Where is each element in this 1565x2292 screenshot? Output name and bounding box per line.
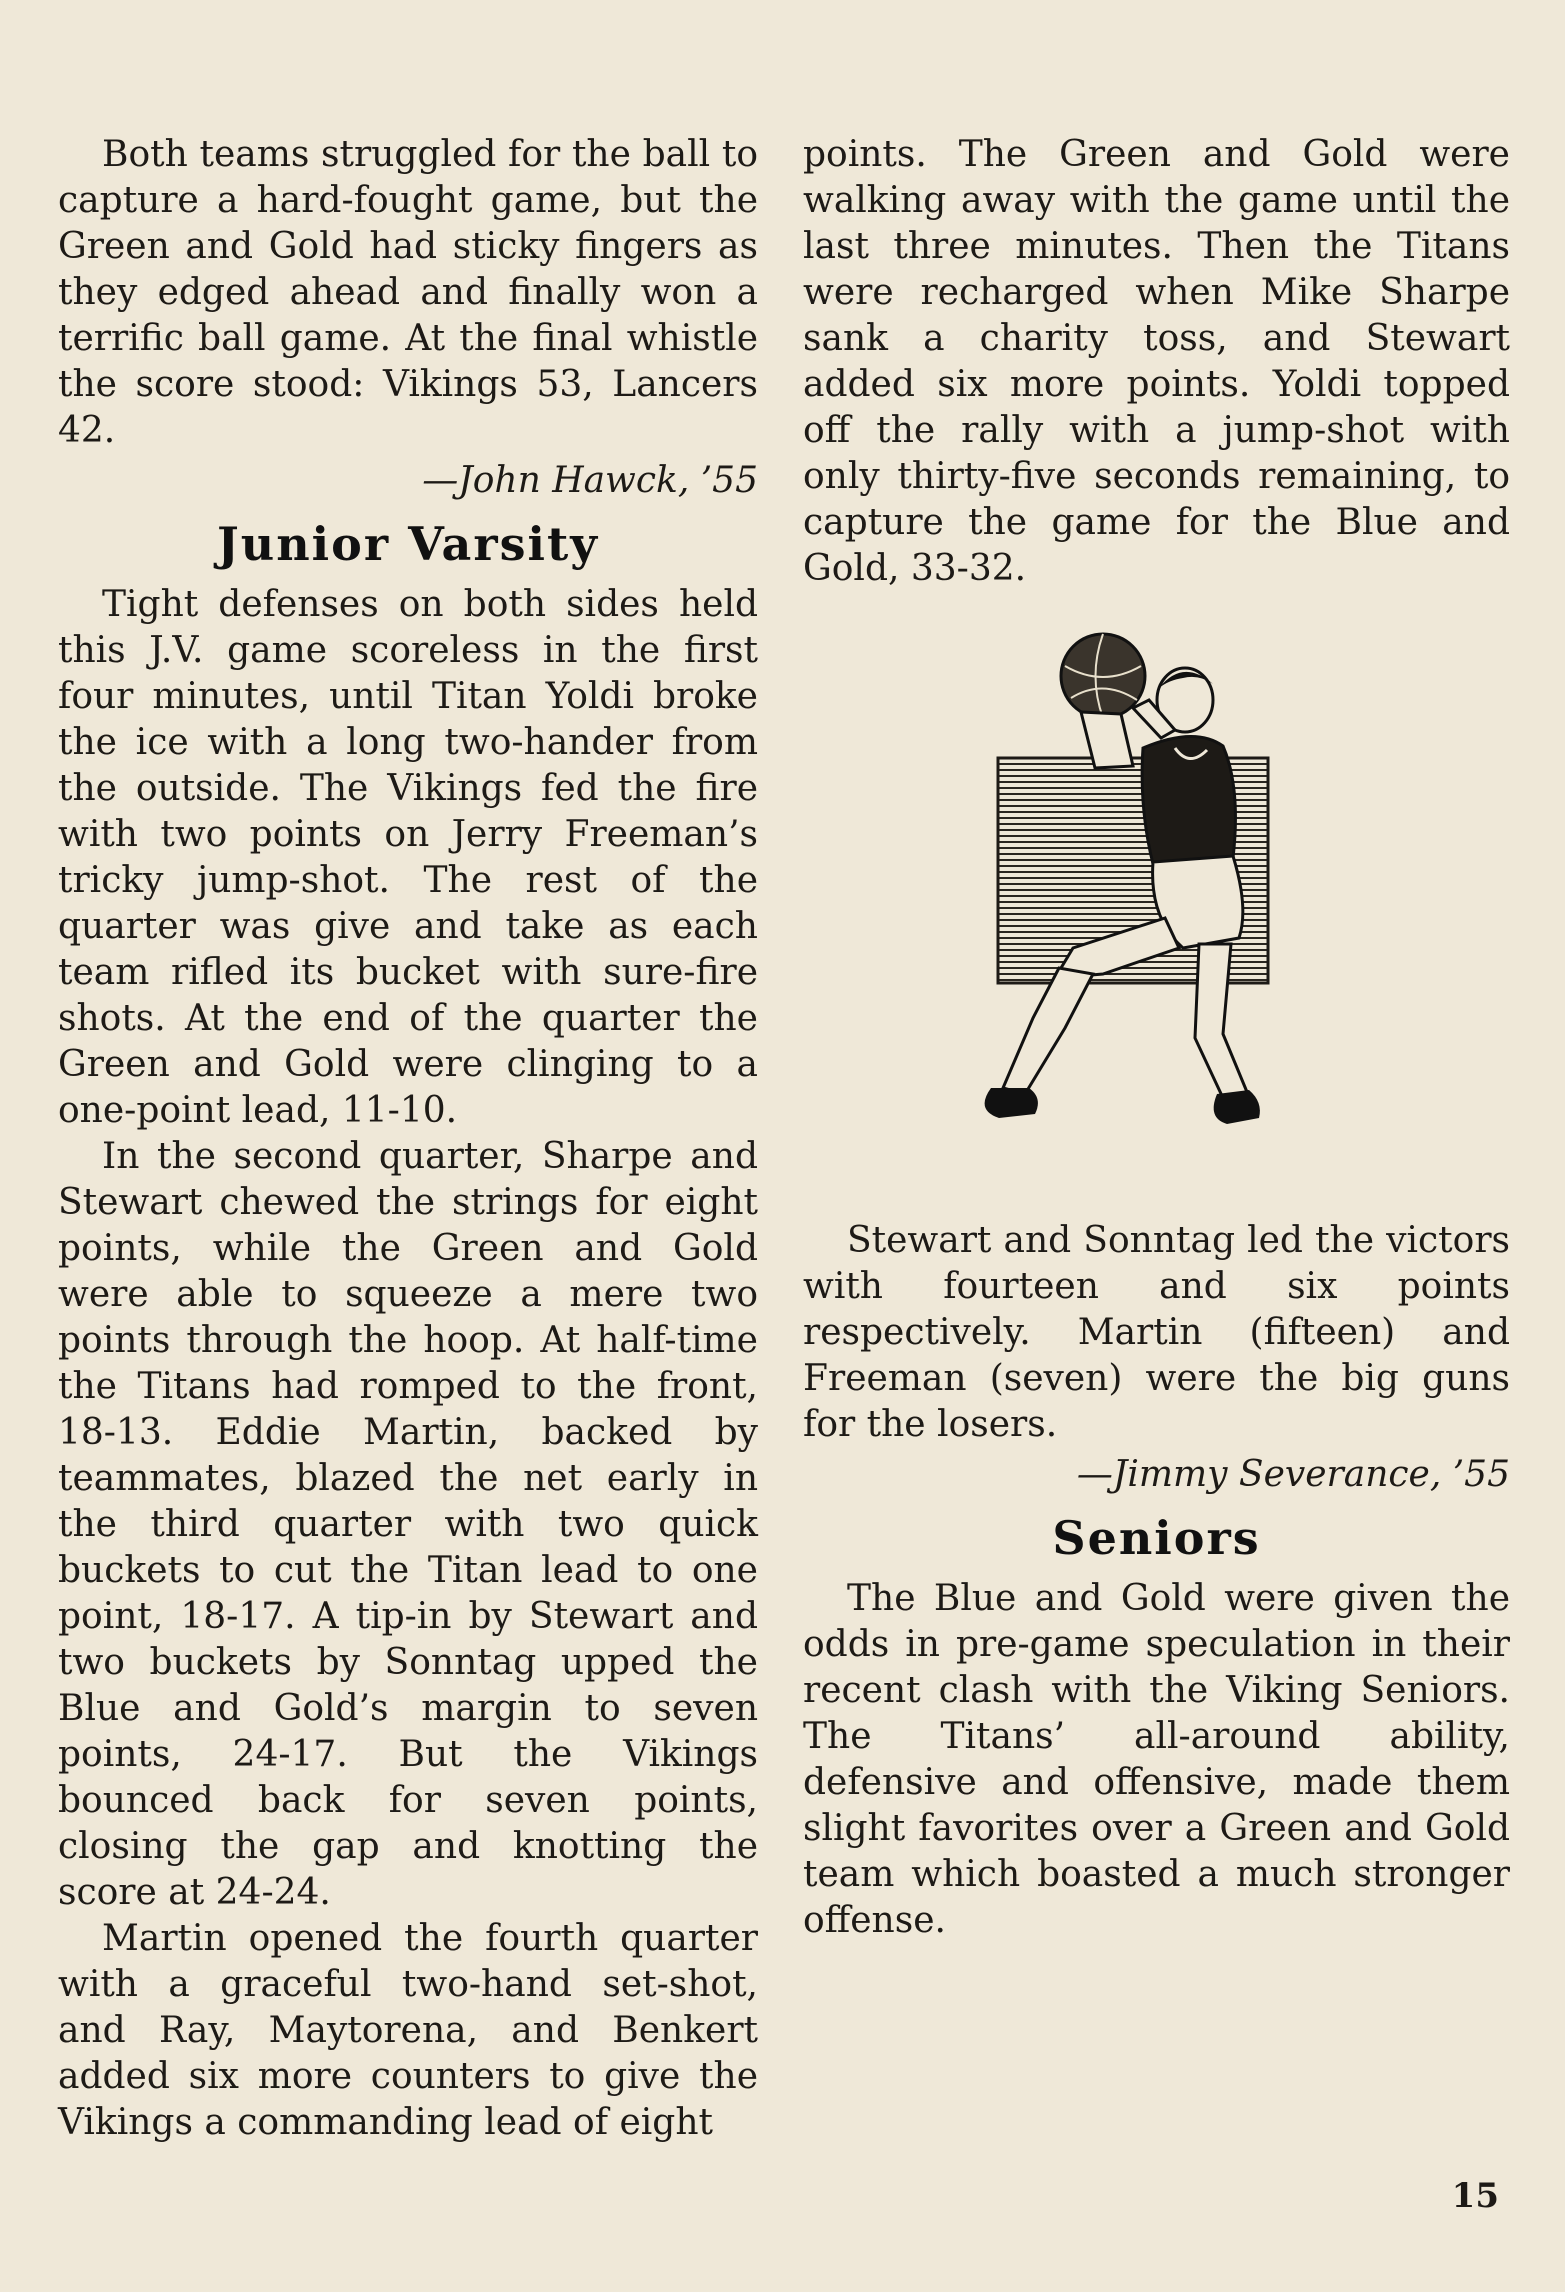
- section-heading-seniors: Seniors: [1052, 1511, 1261, 1565]
- basketball-player-drawing: [803, 618, 1510, 1178]
- article-paragraph: Both teams struggled for the ball to capture a hard-fought game, but the Green and Gold had sticky fingers as they edged ahead and finally won a terrific ball game. At the final whistle the score stood: Vikings 53, Lancers 42.: [58, 134, 758, 451]
- article-paragraph: points. The Green and Gold were walking away with the game until the last three minutes. Then the Titans were recharged when Mike Sharpe sank a charity toss, and Stewart added six more points. Yoldi topped off the rally with a jump-shot with only thirty-five seconds remaining, to capture the game for the Blue and Gold, 33-32.: [803, 134, 1510, 589]
- article-paragraph: Stewart and Sonntag led the victors with fourteen and six points respectively. Martin (fifteen) and Freeman (seven) were the big guns for the losers.: [803, 1220, 1510, 1445]
- right-column: [803, 132, 1510, 1944]
- jersey-shape: [1142, 736, 1235, 864]
- left-column: [58, 132, 758, 2146]
- section-heading-junior-varsity: Junior Varsity: [217, 517, 599, 571]
- article-paragraph: The Blue and Gold were given the odds in pre-game speculation in their recent clash with the Viking Seniors. The Titans’ all-around ability, defensive and offensive, made them slight favorites over a Green and Gold team which boasted a much stronger offense.: [803, 1578, 1510, 1941]
- byline: —Jimmy Severance, ’55: [1076, 1454, 1510, 1495]
- article-paragraph: Martin opened the fourth quarter with a graceful two-hand set-shot, and Ray, Maytorena, and Benkert added six more counters to give the Vikings a commanding lead of eight: [58, 1918, 758, 2143]
- shoe-shape: [1214, 1090, 1260, 1124]
- article-paragraph: In the second quarter, Sharpe and Stewart chewed the strings for eight points, while the Green and Gold were able to squeeze a mere two points through the hoop. At half-time the Titans had romped to the front, 18-13. Eddie Martin, backed by teammates, blazed the net early in the third quarter with two quick buckets to cut the Titan lead to one point, 18-17. A tip-in by Stewart and two buckets by Sonntag upped the Blue and Gold’s margin to seven points, 24-17. But the Vikings bounced back for seven points, closing the gap and knotting the score at 24-24.: [58, 1136, 758, 1913]
- article-paragraph: Tight defenses on both sides held this J.V. game scoreless in the first four minutes, until Titan Yoldi broke the ice with a long two-hander from the outside. The Vikings fed the fire with two points on Jerry Freeman’s tricky jump-shot. The rest of the quarter was give and take as each team rifled its bucket with sure-fire shots. At the end of the quarter the Green and Gold were clinging to a one-point lead, 11-10.: [58, 584, 758, 1131]
- byline: —John Hawck, ’55: [422, 460, 758, 501]
- page-number: 15: [1451, 2176, 1499, 2216]
- basketball-player-illustration: [803, 618, 1510, 1178]
- shoe-shape: [985, 1088, 1038, 1118]
